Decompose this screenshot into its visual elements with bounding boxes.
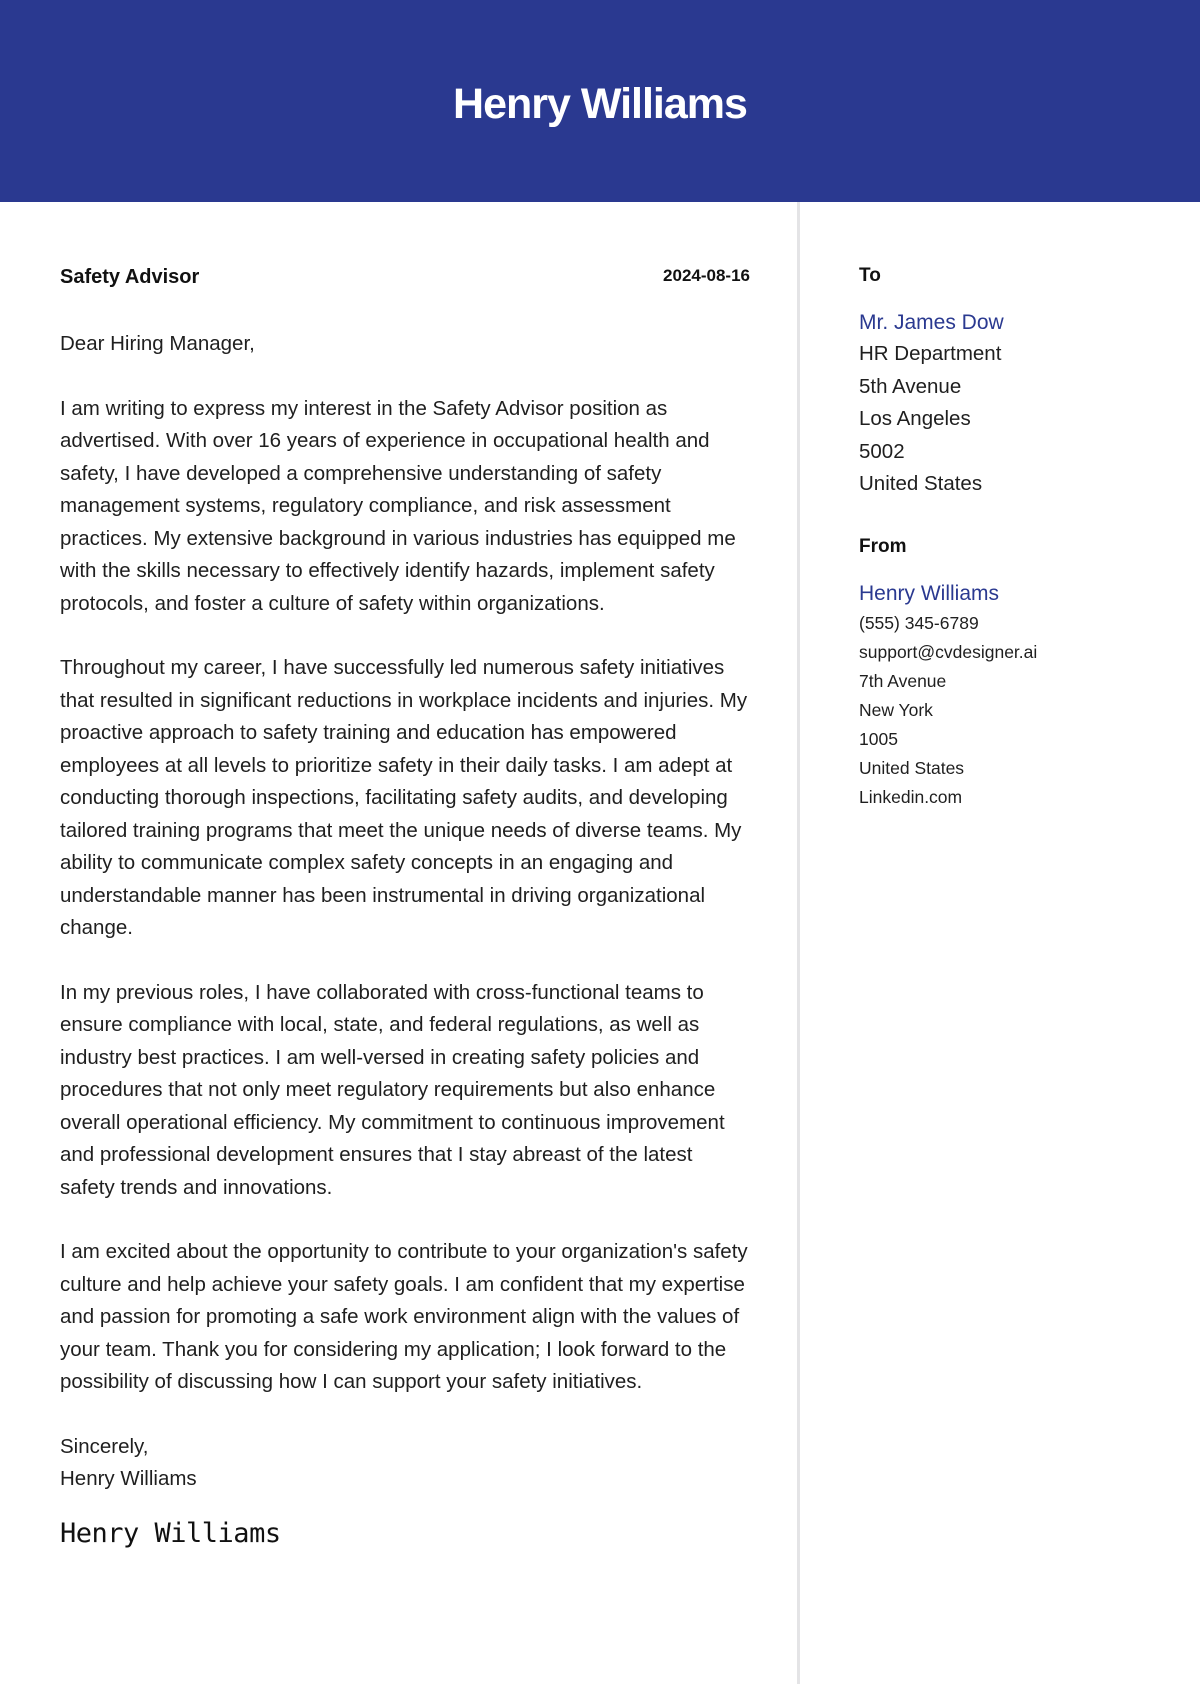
sender-email[interactable]: support@cvdesigner.ai [859,641,1038,662]
to-heading: To [859,265,881,286]
sender-website-link[interactable]: Linkedin.com [859,786,963,807]
sender-name: Henry Williams [859,581,1000,605]
contact-sidebar [859,262,1179,812]
paragraph-4: I am excited about the opportunity to contribute to your organization's safety culture and help achieve your safety goals. I am confident that my expertise and passion for promoting a safe work environment align with the values of your team. Thank you for considering my application; I look forward to the possibility of discussing how I can support your safety initiatives. [60,1240,748,1393]
recipient-country: United States [859,472,983,495]
closing-block [60,1431,750,1496]
sender-phone: (555) 345-6789 [859,612,979,633]
recipient-postal-code: 5002 [859,439,905,463]
recipient-city: Los Angeles [859,407,971,430]
recipient-name: Mr. James Dow [859,311,1004,334]
from-heading: From [859,535,907,557]
sender-postal-code: 1005 [859,728,898,749]
paragraph-3: In my previous roles, I have collaborated with cross-functional teams to ensure compliance with local, state, and federal regulations, as well as industry best practices. I am well-versed in creating safety policies and procedures that not only meet regulatory requirements but also enhance overall operational efficiency. My commitment to continuous improvement and professional development ensures that I stay abreast of the latest safety trends and innovations. [60,980,725,1199]
letter-date: 2024-08-16 [663,266,750,285]
recipient-street: 5th Avenue [859,374,962,398]
closing-name: Henry Williams [60,1467,197,1490]
letter-meta-row [60,262,750,296]
job-title: Safety Advisor [60,266,200,288]
closing-salutation: Sincerely, [60,1434,149,1458]
sender-street: 7th Avenue [859,670,947,691]
header-banner [0,0,1200,202]
recipient-department: HR Department [859,342,1002,365]
letter-body [60,262,750,1549]
paragraph-2: Throughout my career, I have successfully led numerous safety initiatives that resulted in significant reductions in workplace incidents and injuries. My proactive approach to safety training and education has empowered employees at all levels to prioritize safety in their daily tasks. I am adept at conducting thorough inspections, facilitating safety audits, and developing tailored training programs that meet the unique needs of diverse teams. My ability to communicate complex safety concepts in an engaging and understandable manner has been instrumental in driving organizational change. [60,656,748,939]
sender-city: New York [859,699,933,720]
paragraph-1: I am writing to express my interest in the Safety Advisor position as advertised. With over 16 years of experience in occupational health and safety, I have developed a comprehensive understanding of safety management systems, regulatory compliance, and risk assessment practices. My extensive background in various industries has equipped me with the skills necessary to effectively identify hazards, implement safety protocols, and foster a culture of safety within organizations. [60,396,736,615]
signature: Henry Williams [60,1517,281,1549]
greeting: Dear Hiring Manager, [60,332,255,355]
sender-country: United States [859,757,965,778]
applicant-name-heading: Henry Williams [453,80,747,128]
column-divider [797,202,800,1684]
